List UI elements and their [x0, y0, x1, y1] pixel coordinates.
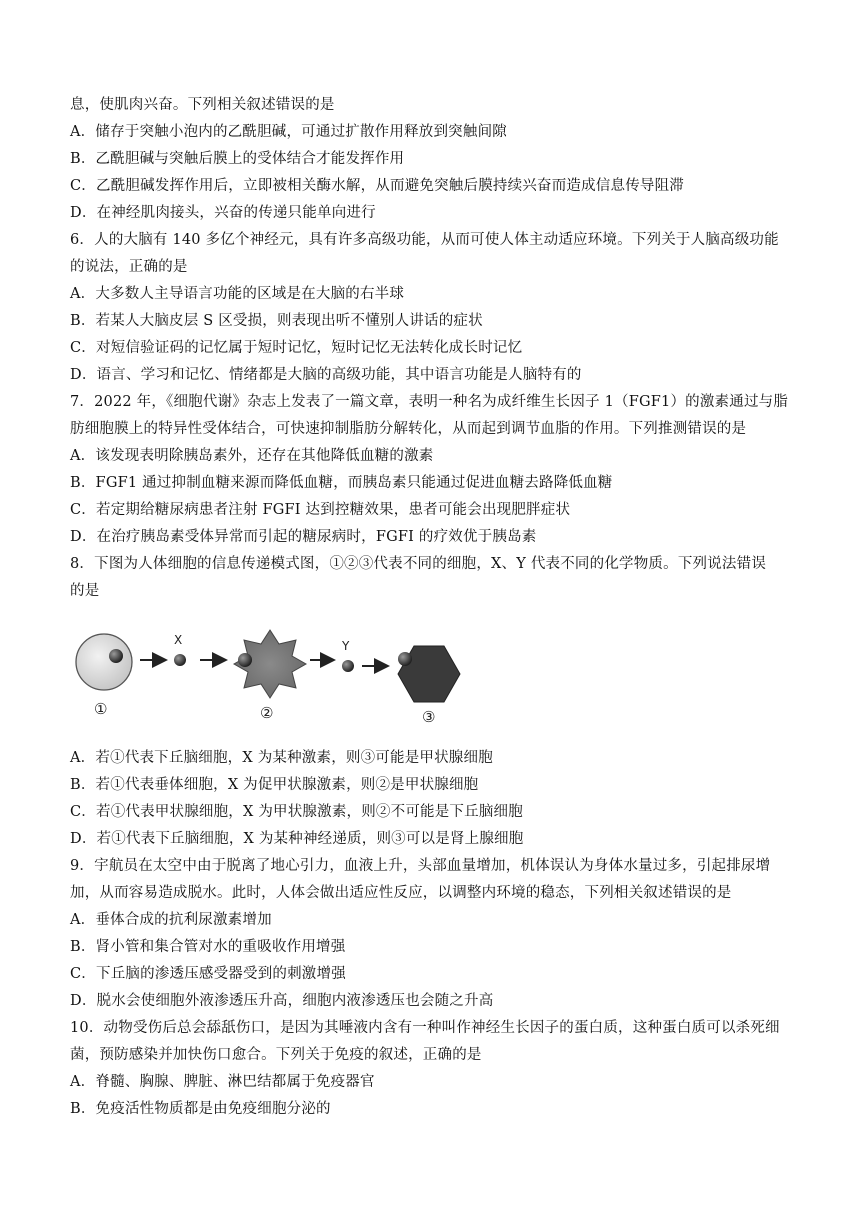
text-line: 加，从而容易造成脱水。此时，人体会做出适应性反应，以调整内环境的稳态，下列相关叙述错误的是: [70, 885, 732, 901]
receptor-molecule: [238, 653, 252, 667]
option-a: A．若①代表下丘脑细胞，X 为某种激素，则③可能是甲状腺细胞: [70, 750, 493, 766]
option-c: C．下丘脑的渗透压感受器受到的刺激增强: [70, 966, 346, 982]
option-b: B．肾小管和集合管对水的重吸收作用增强: [70, 939, 346, 955]
option-d: D．在神经肌肉接头，兴奋的传递只能单向进行: [70, 205, 376, 221]
question-6: 6．人的大脑有 140 多亿个神经元，具有许多高级功能，从而可使人体主动适应环境。下列关于人脑高级功能: [70, 232, 779, 248]
option-b: B．若某人大脑皮层 S 区受损，则表现出听不懂别人讲话的症状: [70, 313, 483, 329]
text-line: 的是: [70, 583, 100, 599]
text-line: 息，使肌肉兴奋。下列相关叙述错误的是: [70, 97, 335, 113]
text-line: 的说法，正确的是: [70, 259, 188, 275]
option-c: C．若①代表甲状腺细胞，X 为甲状腺激素，则②不可能是下丘脑细胞: [70, 804, 523, 820]
signal-molecule: [109, 649, 123, 663]
question-7: 7．2022 年，《细胞代谢》杂志上发表了一篇文章，表明一种名为成纤维生长因子 1（FGF1）的激素通过与脂: [70, 394, 789, 410]
option-d: D．若①代表下丘脑细胞，X 为某种神经递质，则③可以是肾上腺细胞: [70, 831, 524, 847]
cell-1: [76, 634, 132, 690]
question-9: 9．宇航员在太空中由于脱离了地心引力，血液上升，头部血量增加，机体误认为身体水量过多，引起排尿增: [70, 858, 771, 874]
cell-signaling-figure: [70, 622, 490, 726]
option-c: C．乙酰胆碱发挥作用后，立即被相关酶水解，从而避免突触后膜持续兴奋而造成信息传导阻滞: [70, 178, 684, 194]
text-line: 菌，预防感染并加快伤口愈合。下列关于免疫的叙述，正确的是: [70, 1047, 482, 1063]
option-d: D．语言、学习和记忆、情绪都是大脑的高级功能，其中语言功能是人脑特有的: [70, 367, 582, 383]
option-a: A．脊髓、胸腺、脾脏、淋巴结都属于免疫器官: [70, 1074, 375, 1090]
option-a: A．大多数人主导语言功能的区域是在大脑的右半球: [70, 286, 405, 302]
signal-y-label: Y: [342, 639, 350, 653]
text-line: 肪细胞膜上的特异性受体结合，可快速抑制脂肪分解转化，从而起到调节血脂的作用。下列推测错误的是: [70, 421, 747, 437]
option-b: B．若①代表垂体细胞，X 为促甲状腺激素，则②是甲状腺细胞: [70, 777, 479, 793]
signaling-diagram: [70, 622, 490, 726]
option-b: B．乙酰胆碱与突触后膜上的受体结合才能发挥作用: [70, 151, 405, 167]
cell-1-label: ①: [94, 700, 108, 718]
option-a: A．储存于突触小泡内的乙酰胆碱，可通过扩散作用释放到突触间隙: [70, 124, 507, 140]
cell-3-label: ③: [422, 708, 436, 726]
cell-3: [398, 646, 460, 702]
option-b: B．FGF1 通过抑制血糖来源而降低血糖，而胰岛素只能通过促进血糖去路降低血糖: [70, 475, 613, 491]
option-d: D．在治疗胰岛素受体异常而引起的糖尿病时，FGFI 的疗效优于胰岛素: [70, 529, 537, 545]
option-a: A．该发现表明除胰岛素外，还存在其他降低血糖的激素: [70, 448, 434, 464]
cell-2-label: ②: [260, 704, 274, 722]
molecule-y: [342, 660, 354, 672]
option-d: D．脱水会使细胞外液渗透压升高，细胞内液渗透压也会随之升高: [70, 993, 494, 1009]
receptor-molecule: [398, 652, 412, 666]
signal-x-label: X: [174, 633, 183, 647]
option-a: A．垂体合成的抗利尿激素增加: [70, 912, 272, 928]
question-8: 8．下图为人体细胞的信息传递模式图，①②③代表不同的细胞，X、Y 代表不同的化学物质。下列说法错误: [70, 556, 767, 572]
option-c: C．若定期给糖尿病患者注射 FGFI 达到控糖效果，患者可能会出现肥胖症状: [70, 502, 571, 518]
question-10: 10．动物受伤后总会舔舐伤口，是因为其唾液内含有一种叫作神经生长因子的蛋白质，这种蛋白质可以杀死细: [70, 1020, 780, 1036]
option-c: C．对短信验证码的记忆属于短时记忆，短时记忆无法转化成长时记忆: [70, 340, 523, 356]
molecule-x: [174, 654, 186, 666]
cell-2: [234, 630, 306, 698]
option-b: B．免疫活性物质都是由免疫细胞分泌的: [70, 1101, 331, 1117]
